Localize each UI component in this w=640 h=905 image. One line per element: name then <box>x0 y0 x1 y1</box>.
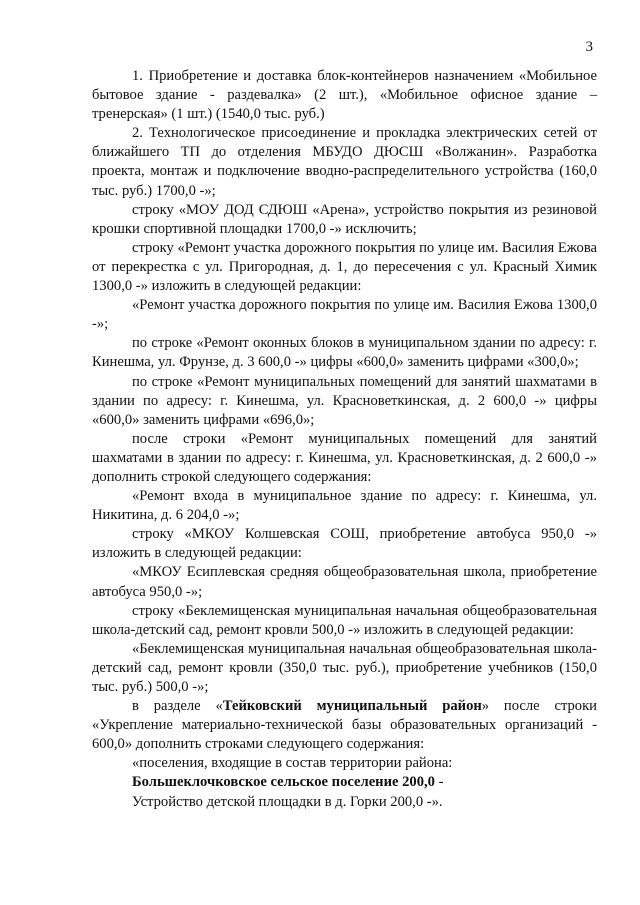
paragraph: по строке «Ремонт оконных блоков в муниципальном здании по адресу: г. Кинешма, ул. Фрунзе, д. 3 600,0 -» цифры «600,0» заменить цифрами «300,0»; <box>92 335 597 371</box>
paragraph: строку «Беклемищенская муниципальная начальная общеобразовательная школа-детский сад, ремонт кровли 500,0 -» изложить в следующей редакции: <box>92 602 597 638</box>
paragraph-text-before: в разделе « <box>132 698 223 715</box>
paragraph: «поселения, входящие в состав территории района: <box>132 755 453 772</box>
paragraph: 2. Технологическое присоединение и прокладка электрических сетей от ближайшего ТП до отделения МБУДО ДЮСШ «Волжанин». Разработка проекта, монтаж и подключение вводно-распределительного устройства (160,0 тыс. руб.) 1700,0 -»; <box>92 125 597 199</box>
paragraph: Устройство детской площадки в д. Горки 200,0 -». <box>132 793 443 810</box>
settlement-heading <box>92 773 597 792</box>
paragraph-with-bold-section <box>92 697 597 754</box>
page-number: 3 <box>585 39 593 55</box>
paragraph-text-after: » после строки «Укрепление материально-технической базы образовательных организаций - 600,0» дополнить строками следующего содержания: <box>92 698 597 753</box>
paragraph: «Ремонт участка дорожного покрытия по улице им. Василия Ежова 1300,0 -»; <box>92 297 597 333</box>
document-body <box>92 67 597 812</box>
settlement-dash: - <box>434 774 444 791</box>
settlement-name: Большеклочковское сельское поселение 200,0 <box>132 774 435 791</box>
paragraph: по строке «Ремонт муниципальных помещений для занятий шахматами в здании по адресу: г. Кинешма, ул. Красноветкинская, д. 2 600,0 -» цифры «600,0» заменить цифрами «696,0»; <box>92 373 597 428</box>
paragraph: «Ремонт входа в муниципальное здание по адресу: г. Кинешма, ул. Никитина, д. 6 204,0 -»; <box>92 488 597 524</box>
paragraph: после строки «Ремонт муниципальных помещений для занятий шахматами в здании по адресу: г. Кинешма, ул. Красноветкинская, д. 2 600,0 -» дополнить строкой следующего содержания: <box>92 430 597 485</box>
section-name: Тейковский муниципальный район <box>222 698 482 715</box>
paragraph: строку «МКОУ Колшевская СОШ, приобретение автобуса 950,0 -» изложить в следующей редакции: <box>92 526 597 562</box>
paragraph: строку «Ремонт участка дорожного покрытия по улице им. Василия Ежова от перекрестка с ул. Пригородная, д. 1, до пересечения с ул. Красный Химик 1300,0 -» изложить в следующей редакции: <box>92 239 597 295</box>
paragraph: строку «МОУ ДОД СДЮШ «Арена», устройство покрытия из резиновой крошки спортивной площадки 1700,0 -» исключить; <box>92 201 597 237</box>
paragraph: 1. Приобретение и доставка блок-контейнеров назначением «Мобильное бытовое здание - раздевалка» (2 шт.), «Мобильное офисное здание – тренерская» (1 шт.) (1540,0 тыс. руб.) <box>92 68 597 123</box>
paragraph: «МКОУ Есиплевская средняя общеобразовательная школа, приобретение автобуса 950,0 -»; <box>92 564 597 600</box>
paragraph: «Беклемищенская муниципальная начальная общеобразовательная школа-детский сад, ремонт кровли (350,0 тыс. руб.), приобретение учебников (150,0 тыс. руб.) 500,0 -»; <box>92 640 597 695</box>
